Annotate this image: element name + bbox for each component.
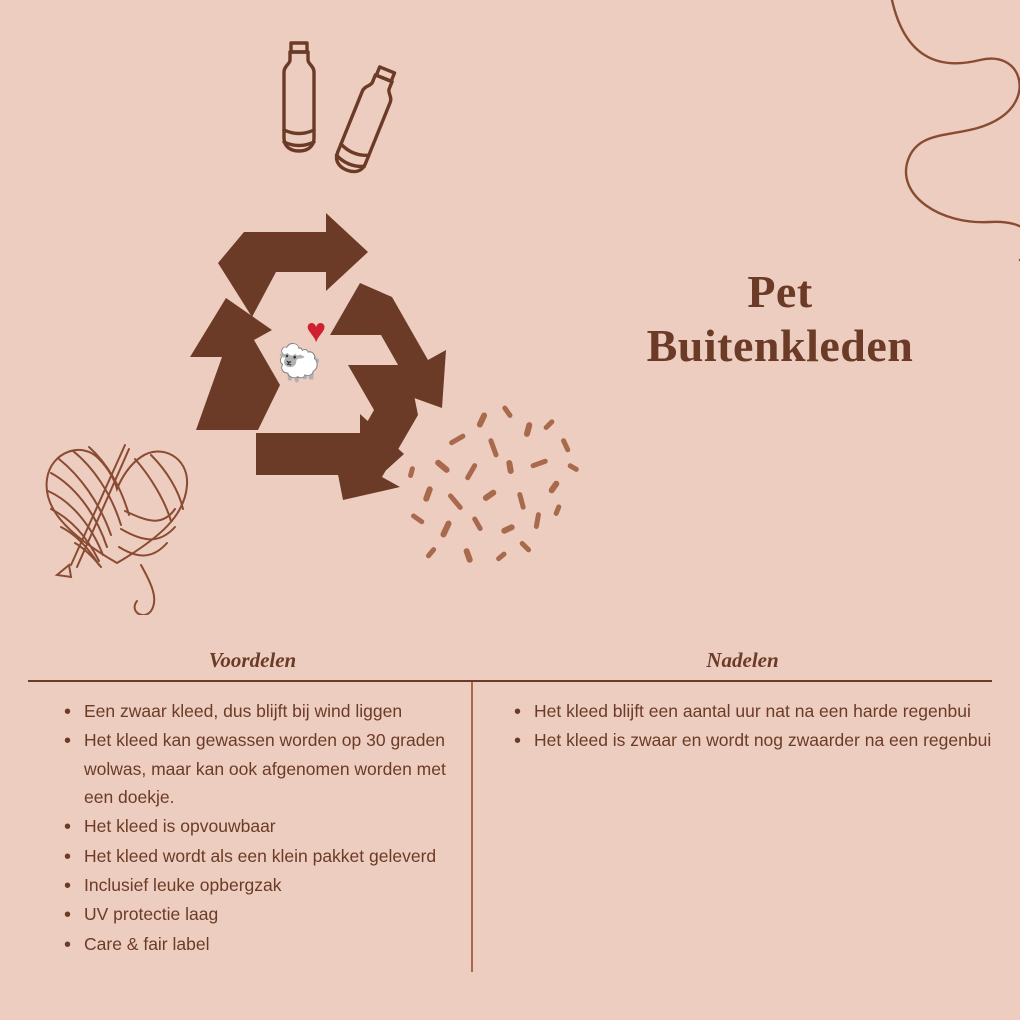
horizontal-divider: [28, 680, 992, 682]
pet-bottles-icon: [255, 30, 415, 205]
list-item: • Het kleed is opvouwbaar: [64, 812, 469, 840]
list-item: • Inclusief leuke opbergzak: [64, 871, 469, 899]
list-item: • UV protectie laag: [64, 900, 469, 928]
heart-icon: ♥: [306, 313, 327, 350]
page-title: [560, 265, 1000, 374]
list-item: • Care & fair label: [64, 930, 469, 958]
list-item: • Het kleed is zwaar en wordt nog zwaarder na een regenbui: [514, 726, 1009, 754]
pros-list: [42, 697, 469, 959]
list-item: • Het kleed wordt als een klein pakket geleverd: [64, 842, 469, 870]
shredded-fiber-decoration: [395, 400, 610, 575]
list-item: • Een zwaar kleed, dus blijft bij wind liggen: [64, 697, 469, 725]
squiggle-decoration: [690, 0, 1020, 300]
sheep-icon: 🐑: [277, 343, 322, 383]
pros-heading: Voordelen: [208, 648, 297, 672]
title-line-1: Pet: [747, 266, 813, 317]
list-item: • Het kleed kan gewassen worden op 30 graden wolwas, maar kan ook afgenomen worden met een doekje.: [64, 726, 469, 811]
list-item: • Het kleed blijft een aantal uur nat na een harde regenbui: [514, 697, 1009, 725]
cons-list: [492, 697, 1009, 756]
cons-heading: Nadelen: [706, 648, 779, 672]
title-line-2: Buitenkleden: [646, 320, 914, 372]
vertical-divider: [471, 682, 473, 972]
yarn-heart-icon: [25, 415, 210, 615]
